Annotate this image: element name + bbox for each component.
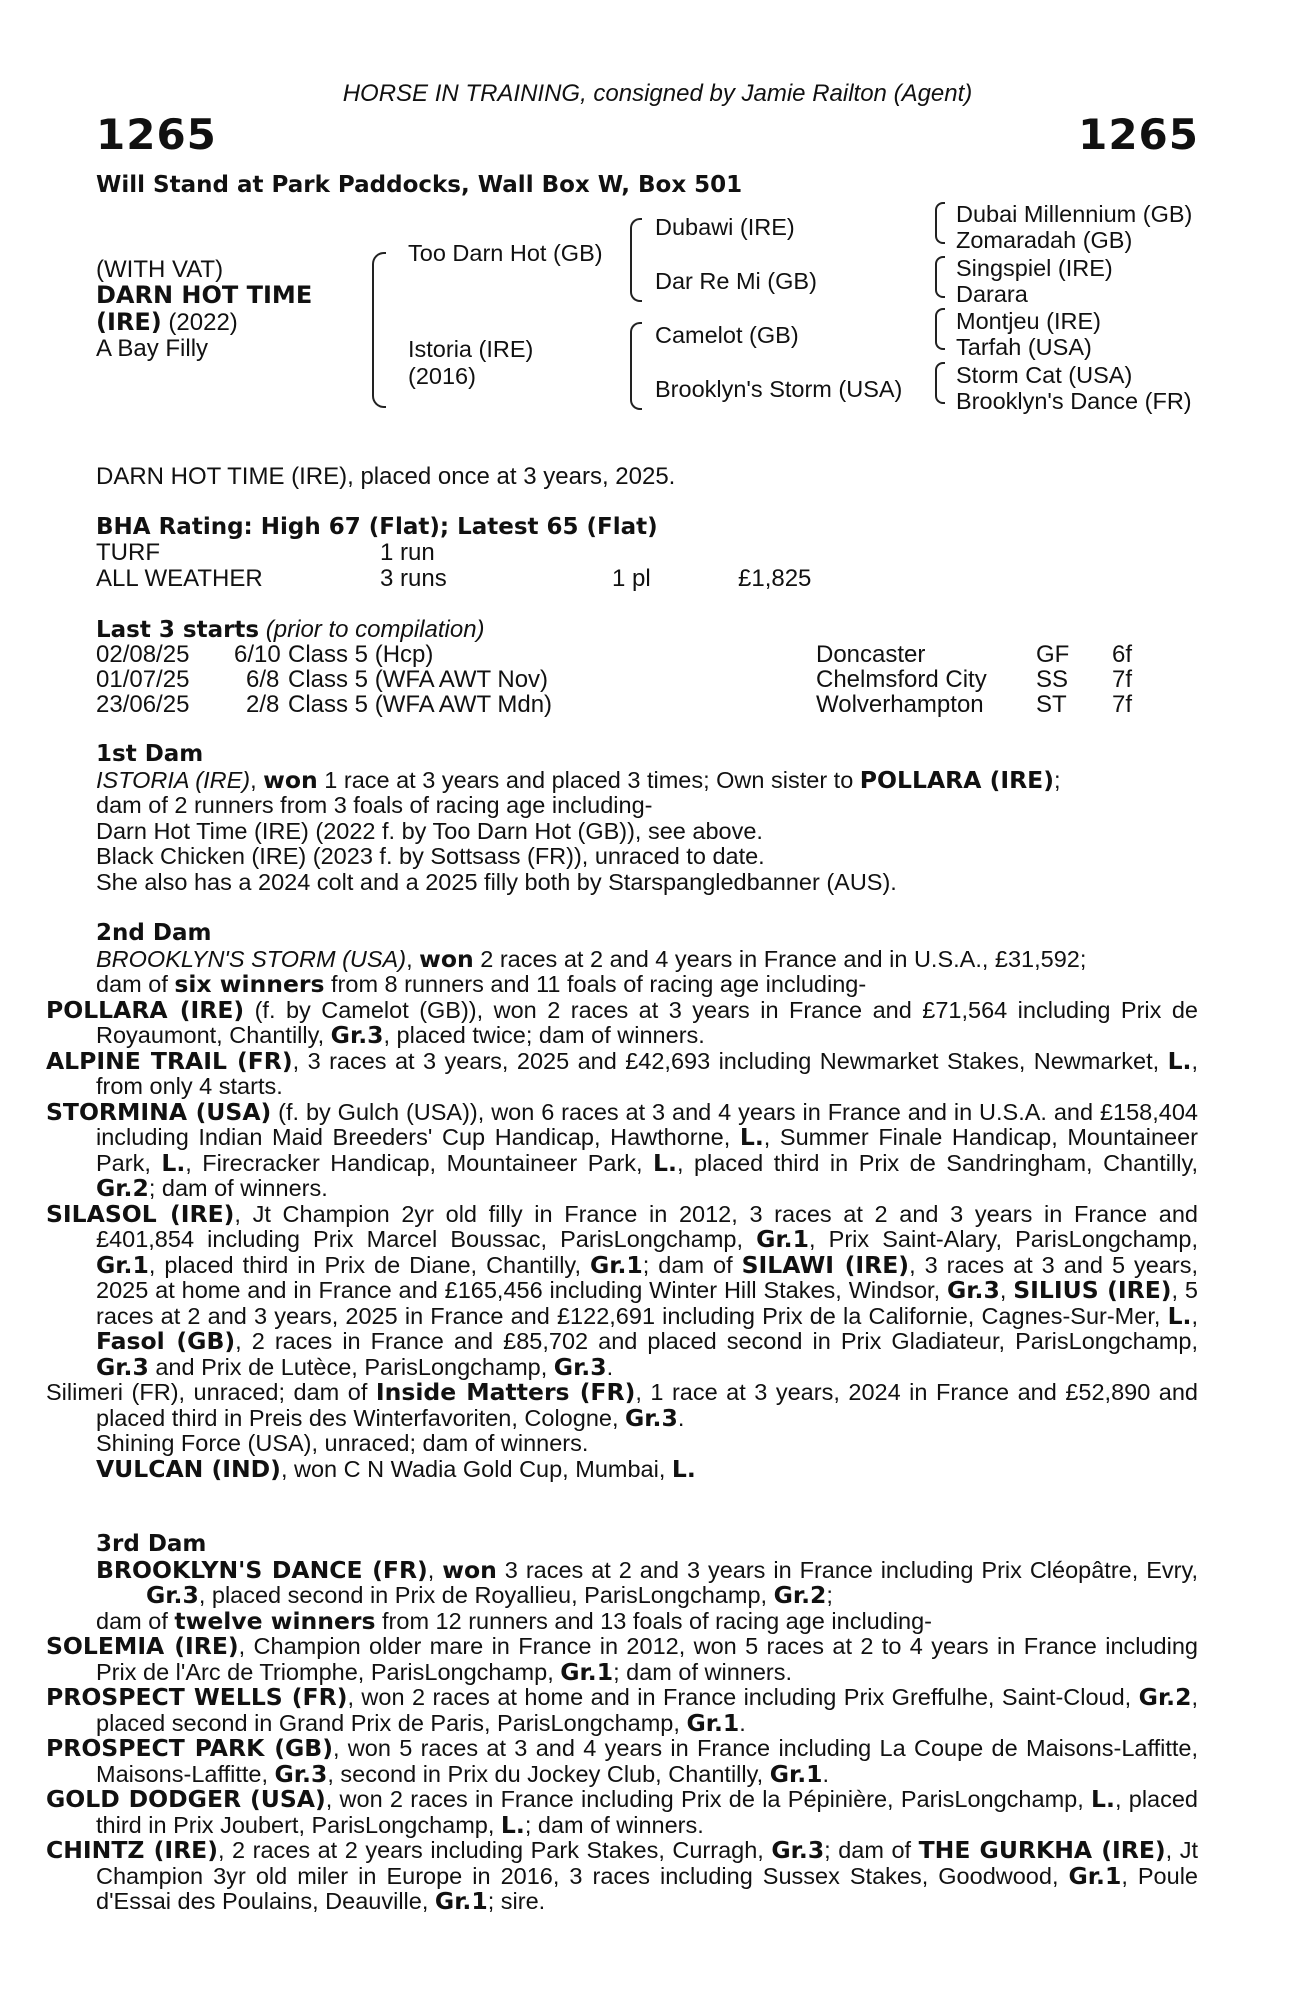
horse-name: ALPINE TRAIL (FR) bbox=[46, 1046, 293, 1075]
grade: Gr.1 bbox=[589, 1250, 643, 1279]
text: , 3 races at 3 and 5 years, 2025 at home and in France and £165,456 including Winter Hill Stakes, Windsor, bbox=[96, 1251, 1198, 1303]
horse-name: PROSPECT PARK (GB) bbox=[46, 1734, 333, 1762]
text: , placed third in Prix de Sandringham, Chantilly, bbox=[676, 1149, 1198, 1176]
text: , second in Prix du Jockey Club, Chantilly, bbox=[327, 1760, 770, 1787]
text: from 8 runners and 11 foals of racing age including- bbox=[324, 971, 867, 997]
grade: Gr.2 bbox=[1138, 1683, 1192, 1711]
start-going: SS bbox=[1036, 666, 1069, 693]
grade: Gr.3 bbox=[553, 1352, 607, 1381]
text: (f. by Gulch (USA)), won 6 races at 3 and 4 years in France and in U.S.A. and £158,404 including Indian Maid Breeders' Cup Handicap, Hawthorne, bbox=[96, 1098, 1198, 1150]
produce-entry-pollara bbox=[46, 995, 1198, 1049]
pedigree-brace-main bbox=[372, 252, 386, 408]
text: ; dam of bbox=[642, 1251, 742, 1278]
sister-name: POLLARA (IRE) bbox=[859, 765, 1054, 794]
grade: Gr.1 bbox=[560, 1657, 614, 1686]
text: , Champion older mare in France in 2012, won 5 races at 2 to 4 years in France including Prix de l'Arc de Triomphe, ParisLongchamp, bbox=[96, 1633, 1198, 1685]
grade: L. bbox=[1091, 1785, 1115, 1813]
text: 2 races at 2 and 4 years in France and in U.S.A., £31,592; bbox=[473, 945, 1087, 972]
horse-name: CHINTZ (IRE) bbox=[46, 1836, 218, 1864]
pedigree-ddd: Brooklyn's Dance (FR) bbox=[956, 388, 1192, 414]
grade: Gr.1 bbox=[769, 1759, 823, 1788]
horse-description: A Bay Filly bbox=[96, 335, 209, 362]
grade: Gr.1 bbox=[434, 1887, 488, 1915]
start-distance: 6f bbox=[1112, 641, 1133, 668]
winner-count: six winners bbox=[174, 970, 325, 998]
first-dam-note: She also has a 2024 colt and a 2025 filly both by Starspangledbanner (AUS). bbox=[96, 868, 897, 895]
grade: Gr.1 bbox=[756, 1225, 809, 1253]
text: , Summer Finale Handicap, Mountaineer Park, bbox=[96, 1124, 1198, 1176]
text: ; bbox=[826, 1582, 833, 1608]
text: , placed second in Grand Prix de Paris, ParisLongchamp, bbox=[96, 1684, 1198, 1736]
start-course: Chelmsford City bbox=[816, 666, 987, 693]
produce-entry-alpine-trail bbox=[46, 1046, 1198, 1100]
horse-name: STORMINA (USA) bbox=[46, 1097, 272, 1126]
produce-entry-shining-force: Shining Force (USA), unraced; dam of winners. bbox=[96, 1430, 589, 1456]
won-label: won bbox=[442, 1555, 497, 1584]
pedigree-ssd: Zomaradah (GB) bbox=[956, 227, 1133, 253]
grade: Gr.1 bbox=[96, 1250, 149, 1279]
rating-earnings: £1,825 bbox=[738, 565, 812, 592]
lot-number-left: 1265 bbox=[96, 110, 217, 159]
pedigree-dds: Storm Cat (USA) bbox=[956, 362, 1133, 388]
horse-name: POLLARA (IRE) bbox=[46, 995, 245, 1024]
text: , placed third in Prix Joubert, ParisLongchamp, bbox=[96, 1786, 1198, 1838]
horse-name: SILASOL (IRE) bbox=[46, 1199, 235, 1228]
rating-runs: 1 run bbox=[380, 539, 435, 566]
text: , bbox=[999, 1277, 1014, 1303]
rating-surface: ALL WEATHER bbox=[96, 565, 263, 592]
start-position: 6/8 bbox=[246, 666, 280, 693]
winner-count: twelve winners bbox=[174, 1606, 376, 1635]
grade: Gr.1 bbox=[1068, 1861, 1122, 1890]
third-dam-intro bbox=[96, 1555, 1198, 1609]
horse-name: SOLEMIA (IRE) bbox=[46, 1632, 239, 1660]
horse-name: DARN HOT TIME bbox=[96, 281, 313, 309]
text: dam of bbox=[96, 971, 175, 997]
pedigree-dsd: Tarfah (USA) bbox=[956, 334, 1092, 360]
start-going: ST bbox=[1036, 691, 1067, 718]
text: , Prix Saint-Alary, ParisLongchamp, bbox=[808, 1226, 1198, 1252]
text: , bbox=[406, 945, 420, 972]
pedigree-dss: Montjeu (IRE) bbox=[956, 308, 1101, 334]
grade: Gr.3 bbox=[96, 1352, 149, 1381]
start-position: 2/8 bbox=[246, 691, 280, 718]
text: . bbox=[606, 1353, 614, 1380]
horse-country: (IRE) bbox=[96, 308, 162, 336]
grade: Gr.3 bbox=[146, 1581, 199, 1609]
grade: Gr.2 bbox=[773, 1581, 827, 1609]
text: , placed second in Prix de Royallieu, ParisLongchamp, bbox=[198, 1582, 774, 1608]
text: , from only 4 starts. bbox=[96, 1047, 1198, 1099]
text: ; dam of winners. bbox=[148, 1175, 328, 1201]
third-dam-heading: 3rd Dam bbox=[96, 1531, 207, 1557]
grade: Gr.1 bbox=[686, 1708, 740, 1737]
pedigree-sire-sire: Dubawi (IRE) bbox=[655, 214, 795, 240]
pedigree-sdd: Darara bbox=[956, 281, 1028, 307]
text: (f. by Camelot (GB)), won 2 races at 3 years in France and £71,564 including Prix de Royaumont, Chantilly, bbox=[96, 996, 1198, 1048]
grade: L. bbox=[671, 1454, 696, 1483]
start-date: 02/08/25 bbox=[96, 641, 190, 668]
horse-name: SILIUS (IRE) bbox=[1013, 1276, 1172, 1304]
grade: Gr.3 bbox=[274, 1759, 328, 1788]
first-dam-section bbox=[96, 742, 1198, 895]
third-dam-section bbox=[46, 1531, 1198, 1915]
text: , Jt Champion 2yr old filly in France in 2012, 3 races at 2 and 3 years in France and £401,854 including Prix Marcel Boussac, ParisLongchamp, bbox=[96, 1200, 1198, 1252]
text: dam of bbox=[96, 1607, 175, 1634]
pedigree-brace-ss bbox=[935, 202, 945, 244]
text: , bbox=[250, 766, 264, 793]
rating-placed: 1 pl bbox=[612, 565, 651, 592]
text: 1 race at 3 years and placed 3 times; Own sister to bbox=[317, 766, 860, 793]
horse-name: Fasol (GB) bbox=[96, 1327, 236, 1355]
produce-entry-chintz bbox=[46, 1836, 1198, 1915]
second-dam-produce bbox=[96, 972, 1198, 998]
produce-entry-silasol bbox=[46, 1199, 1198, 1381]
race-summary: DARN HOT TIME (IRE), placed once at 3 years, 2025. bbox=[96, 463, 676, 490]
text: , 1 race at 3 years, 2024 in France and £52,890 and placed third in Preis des Winterfavoriten, Cologne, bbox=[96, 1379, 1198, 1431]
grade: Gr.2 bbox=[96, 1174, 149, 1202]
produce-entry: Darn Hot Time (IRE) (2022 f. by Too Darn Hot (GB)), see above. bbox=[96, 817, 763, 844]
text: ; dam of winners. bbox=[524, 1811, 704, 1838]
text: , 3 races at 3 years, 2025 and £42,693 including Newmarket Stakes, Newmarket, bbox=[292, 1047, 1168, 1074]
horse-name: SILAWI (IRE) bbox=[741, 1250, 910, 1279]
rating-surface: TURF bbox=[96, 539, 160, 566]
start-race: Class 5 (WFA AWT Mdn) bbox=[288, 691, 553, 718]
text: , won 2 races at home and in France including Prix Greffulhe, Saint-Cloud, bbox=[347, 1684, 1139, 1710]
grade: Gr.3 bbox=[771, 1836, 825, 1864]
produce-entry-silimeri bbox=[46, 1378, 1198, 1432]
pedigree-sss: Dubai Millennium (GB) bbox=[956, 201, 1193, 227]
first-dam-intro bbox=[96, 765, 1198, 794]
text: ; dam of winners. bbox=[613, 1658, 793, 1685]
text: Silimeri (FR), unraced; dam of bbox=[46, 1379, 376, 1405]
pedigree-dam-sire: Camelot (GB) bbox=[655, 322, 799, 348]
text: , Poule d'Essai des Poulains, Deauville, bbox=[96, 1862, 1198, 1914]
pedigree-brace-ds bbox=[935, 308, 945, 350]
text: , won 5 races at 3 and 4 years in France including La Coupe de Maisons-Laffitte, Maisons-Laffitte, bbox=[96, 1735, 1198, 1787]
grade: L. bbox=[653, 1148, 677, 1177]
lot-number-right: 1265 bbox=[1078, 110, 1199, 159]
won-label: won bbox=[419, 944, 474, 973]
text: , bbox=[1191, 1302, 1198, 1329]
text: 3 races at 2 and 3 years in France including Prix Cléopâtre, Evry, bbox=[496, 1556, 1198, 1583]
text: , 2 races in France and £85,702 and placed second in Prix Gladiateur, ParisLongchamp, bbox=[235, 1328, 1198, 1354]
second-dam-heading: 2nd Dam bbox=[96, 920, 212, 946]
consignor-heading: HORSE IN TRAINING, consigned by Jamie Railton (Agent) bbox=[342, 80, 973, 107]
horse-name: VULCAN (IND) bbox=[96, 1454, 281, 1483]
grade: Gr.3 bbox=[947, 1276, 1000, 1304]
won-label: won bbox=[263, 765, 318, 794]
dam-name: BROOKLYN'S STORM (USA) bbox=[96, 945, 407, 972]
dam-name: BROOKLYN'S DANCE (FR) bbox=[96, 1555, 428, 1584]
text: ; dam of bbox=[824, 1837, 919, 1863]
vat-label: (WITH VAT) bbox=[96, 256, 224, 283]
text: ; bbox=[1053, 766, 1061, 793]
horse-name-suffix bbox=[96, 308, 238, 337]
produce-entry-prospect-park bbox=[46, 1734, 1198, 1788]
text: ; sire. bbox=[487, 1888, 546, 1914]
third-dam-produce bbox=[96, 1606, 1198, 1635]
pedigree-dam-year: (2016) bbox=[408, 363, 476, 389]
produce-entry-stormina bbox=[46, 1097, 1198, 1202]
grade: L. bbox=[1167, 1046, 1192, 1075]
pedigree-sire: Too Darn Hot (GB) bbox=[408, 240, 603, 266]
start-distance: 7f bbox=[1112, 666, 1133, 693]
grade: L. bbox=[161, 1148, 186, 1177]
pedigree-dam-dam: Brooklyn's Storm (USA) bbox=[655, 376, 903, 402]
horse-year: (2022) bbox=[161, 309, 238, 336]
grade: L. bbox=[739, 1123, 764, 1151]
text: and Prix de Lutèce, ParisLongchamp, bbox=[148, 1353, 554, 1380]
text: , 5 races at 2 and 3 years, 2025 in France and £122,691 including Prix de la Californie, Cagnes-Sur-Mer, bbox=[96, 1277, 1198, 1329]
horse-name: THE GURKHA (IRE) bbox=[918, 1836, 1166, 1864]
last-starts-note: (prior to compilation) bbox=[265, 616, 485, 643]
text: , 2 races at 2 years including Park Stakes, Curragh, bbox=[217, 1837, 772, 1863]
text: from 12 runners and 13 foals of racing age including- bbox=[375, 1607, 932, 1634]
second-dam-intro bbox=[96, 944, 1198, 973]
start-date: 01/07/25 bbox=[96, 666, 190, 693]
pedigree-brace-dd bbox=[935, 362, 945, 404]
grade: L. bbox=[500, 1810, 525, 1839]
produce-entry: Black Chicken (IRE) (2023 f. by Sottsass (FR)), unraced to date. bbox=[96, 843, 765, 869]
stable-location: Will Stand at Park Paddocks, Wall Box W, Box 501 bbox=[96, 172, 743, 198]
text: , won C N Wadia Gold Cup, Mumbai, bbox=[280, 1455, 672, 1482]
produce-entry-solemia bbox=[46, 1632, 1198, 1686]
produce-entry-prospect-wells bbox=[46, 1683, 1198, 1737]
grade: Gr.3 bbox=[330, 1021, 384, 1049]
grade: L. bbox=[1167, 1301, 1192, 1330]
text: , Firecracker Handicap, Mountaineer Park, bbox=[185, 1149, 654, 1176]
grade: Gr.3 bbox=[625, 1403, 678, 1432]
text: , placed twice; dam of winners. bbox=[383, 1022, 705, 1048]
pedigree-brace-dam bbox=[630, 322, 642, 410]
produce-entry-gold-dodger bbox=[46, 1785, 1198, 1839]
start-course: Wolverhampton bbox=[816, 691, 984, 718]
first-dam-produce: dam of 2 runners from 3 foals of racing age including- bbox=[96, 792, 653, 818]
start-date: 23/06/25 bbox=[96, 691, 190, 718]
pedigree-dam: Istoria (IRE) bbox=[408, 336, 534, 362]
last-starts-title: Last 3 starts bbox=[96, 617, 260, 643]
pedigree-sds: Singspiel (IRE) bbox=[956, 255, 1113, 281]
start-position: 6/10 bbox=[234, 641, 281, 668]
start-going: GF bbox=[1036, 641, 1070, 668]
horse-name: GOLD DODGER (USA) bbox=[46, 1785, 326, 1813]
second-dam-section bbox=[46, 920, 1198, 1483]
first-dam-heading: 1st Dam bbox=[96, 741, 204, 767]
horse-name: Inside Matters (FR) bbox=[375, 1378, 636, 1406]
start-race: Class 5 (Hcp) bbox=[288, 641, 434, 668]
start-race: Class 5 (WFA AWT Nov) bbox=[288, 666, 549, 693]
start-distance: 7f bbox=[1112, 691, 1133, 718]
text: . bbox=[739, 1709, 746, 1736]
pedigree-brace-sire bbox=[630, 218, 642, 302]
text: . bbox=[822, 1760, 830, 1787]
produce-entry-vulcan bbox=[96, 1454, 1198, 1483]
text: . bbox=[677, 1404, 685, 1431]
pedigree-sire-dam: Dar Re Mi (GB) bbox=[655, 268, 817, 294]
text: , Jt Champion 3yr old miler in Europe in 2016, 3 races including Sussex Stakes, Goodwood, bbox=[96, 1837, 1198, 1889]
rating-runs: 3 runs bbox=[380, 565, 447, 592]
last-starts-heading bbox=[96, 616, 485, 644]
horse-name: PROSPECT WELLS (FR) bbox=[46, 1683, 348, 1711]
dam-name: ISTORIA (IRE) bbox=[96, 766, 251, 793]
text: , bbox=[427, 1556, 443, 1583]
bha-rating: BHA Rating: High 67 (Flat); Latest 65 (Flat) bbox=[96, 514, 658, 540]
pedigree-brace-sd bbox=[935, 256, 945, 298]
text: , won 2 races in France including Prix de la Pépinière, ParisLongchamp, bbox=[325, 1786, 1092, 1812]
text: , placed third in Prix de Diane, Chantilly, bbox=[148, 1251, 590, 1278]
start-course: Doncaster bbox=[816, 641, 926, 668]
